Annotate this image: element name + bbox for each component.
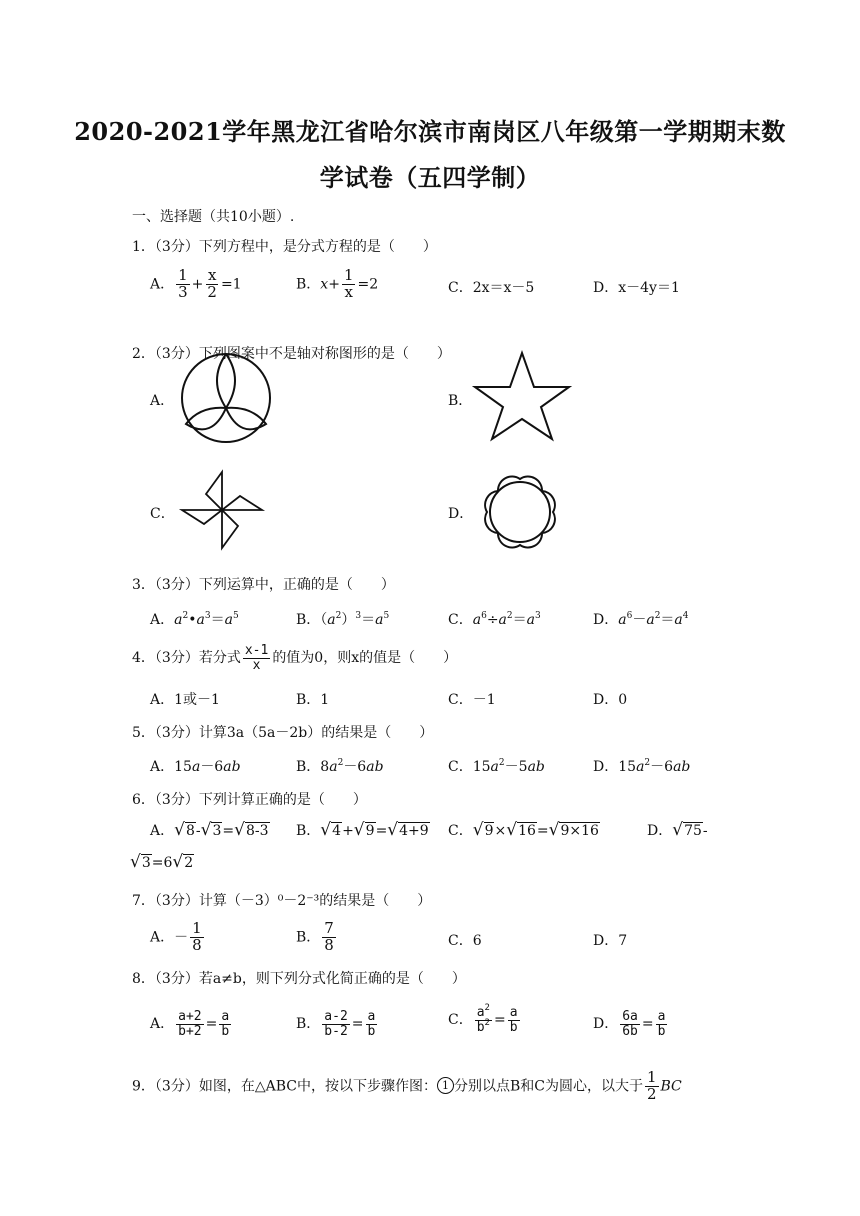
question-7-option-a: A．－ $\frac{1}{8}$ <box>150 919 202 954</box>
question-7-option-b: B． $\frac{7}{8}$ <box>296 919 334 954</box>
question-1-option-d: D．x－4y＝1 <box>593 280 680 296</box>
question-4-stem: 4．（3分）若分式 $\frac{x-1}{x}$ 的值为0，则x的值是（ ） <box>132 643 458 673</box>
question-1-option-c: C．2x＝x－5 <box>448 280 535 296</box>
question-3-option-d: D．$a^6-a^2=a^4$ <box>593 611 689 628</box>
question-6-option-a: A．√8-√3=√8-3 <box>150 820 269 840</box>
question-2-option-b-label: B． <box>448 393 473 409</box>
question-5-stem: 5．（3分）计算3a（5a－2b）的结果是（ ） <box>132 725 434 741</box>
question-2-option-d-label: D． <box>448 506 474 522</box>
question-8-option-b: B． $\frac{a-2}{b-2}$ = $\frac{a}{b}$ <box>296 1009 376 1039</box>
circled-number: 1 <box>437 1077 454 1094</box>
question-8-option-c: C． $\frac{a^2}{b^2}$ = $\frac{a}{b}$ <box>448 1003 518 1035</box>
fraction: $\frac{x-1}{x}$ <box>244 643 269 673</box>
section-heading: 一、选择题（共10小题）. <box>132 209 295 225</box>
question-8-option-a: A． $\frac{a+2}{b+2}$ = $\frac{a}{b}$ <box>150 1009 230 1039</box>
question-3-stem: 3．（3分）下列运算中，正确的是（ ） <box>132 577 395 593</box>
option-label: A． <box>150 276 175 293</box>
question-5-option-a: A．15a－6ab <box>150 759 241 775</box>
fraction: $\frac{7}{8}$ <box>324 919 334 954</box>
fraction: $\frac{a^2}{b^2}$ <box>476 1003 490 1035</box>
question-5-option-d: D．$15a^2-6ab$ <box>593 758 691 775</box>
question-8-stem: 8．（3分）若a≠b，则下列分式化简正确的是（ ） <box>132 971 466 987</box>
fraction: $\frac{a}{b}$ <box>221 1009 230 1039</box>
fraction: $\frac{1}{3}$ <box>178 266 188 301</box>
pinwheel-figure <box>178 468 266 552</box>
question-9-stem: 9．（3分）如图，在△ABC中，按以下步骤作图： 1 分别以点B和C为圆心，以大于 $\frac{1}{2}$ BC <box>132 1068 682 1103</box>
question-2-stem: 2．（3分）下列图案中不是轴对称图形的是（ ） <box>132 346 451 362</box>
question-4-option-a: A．1或－1 <box>150 692 220 708</box>
fraction: $\frac{1}{2}$ <box>646 1068 657 1103</box>
question-4-option-b: B．1 <box>296 692 330 708</box>
fraction: $\frac{a}{b}$ <box>657 1009 666 1039</box>
question-5-option-b: B．$8a^2-6ab$ <box>296 758 384 775</box>
fraction: $\frac{x}{2}$ <box>207 266 217 301</box>
fraction: $\frac{a+2}{b+2}$ <box>178 1009 202 1039</box>
question-3-option-a: A．$a^2•a^3=a^5$ <box>150 611 239 628</box>
question-5-option-c: C．$15a^2-5ab$ <box>448 758 545 775</box>
question-4-option-d: D．0 <box>593 692 628 708</box>
fraction: $\frac{a}{b}$ <box>367 1009 376 1039</box>
star-figure <box>472 350 572 442</box>
option-label: B． <box>296 276 321 293</box>
fraction: $\frac{1}{8}$ <box>192 919 202 954</box>
question-6-option-b: B．√4+√9=√4+9 <box>296 820 429 840</box>
question-6-option-d-continued: √3=6√2 <box>130 852 194 872</box>
question-1-option-b: B．x+ $\frac{1}{x}$ =2 <box>296 266 379 301</box>
question-7-option-c: C．6 <box>448 933 482 949</box>
question-3-option-b: B．$(a^2)^3=a^5$ <box>296 611 390 628</box>
question-2-option-c-label: C． <box>150 506 175 522</box>
question-6-option-d: D．√75- <box>647 820 708 840</box>
three-lens-circle-figure <box>178 350 274 446</box>
document-title-line1: 2020-2021学年黑龙江省哈尔滨市南岗区八年级第一学期期末数 <box>74 117 786 146</box>
flower-figure <box>474 466 566 558</box>
question-7-stem: 7．（3分）计算（－3）⁰－2⁻³的结果是（ ） <box>132 893 432 909</box>
question-3-option-c: C．$a^6\div a^2=a^3$ <box>448 611 541 628</box>
question-6-option-c: C．√9×√16=√9×16 <box>448 820 599 840</box>
fraction: $\frac{6a}{6b}$ <box>622 1009 638 1039</box>
fraction: $\frac{a-2}{b-2}$ <box>324 1009 348 1039</box>
fraction: $\frac{a}{b}$ <box>509 1005 518 1035</box>
document-title-line2: 学试卷（五四学制） <box>319 163 541 192</box>
fraction: $\frac{1}{x}$ <box>343 266 354 301</box>
question-1-option-a: A． $\frac{1}{3}$ + $\frac{x}{2}$ =1 <box>150 266 242 301</box>
question-2-option-a-label: A． <box>150 393 175 409</box>
question-6-stem: 6．（3分）下列计算正确的是（ ） <box>132 792 367 808</box>
question-1-stem: 1．（3分）下列方程中，是分式方程的是（ ） <box>132 239 437 255</box>
question-8-option-d: D． $\frac{6a}{6b}$ = $\frac{a}{b}$ <box>593 1009 666 1039</box>
question-7-option-d: D．7 <box>593 933 628 949</box>
question-4-option-c: C．－1 <box>448 692 496 708</box>
